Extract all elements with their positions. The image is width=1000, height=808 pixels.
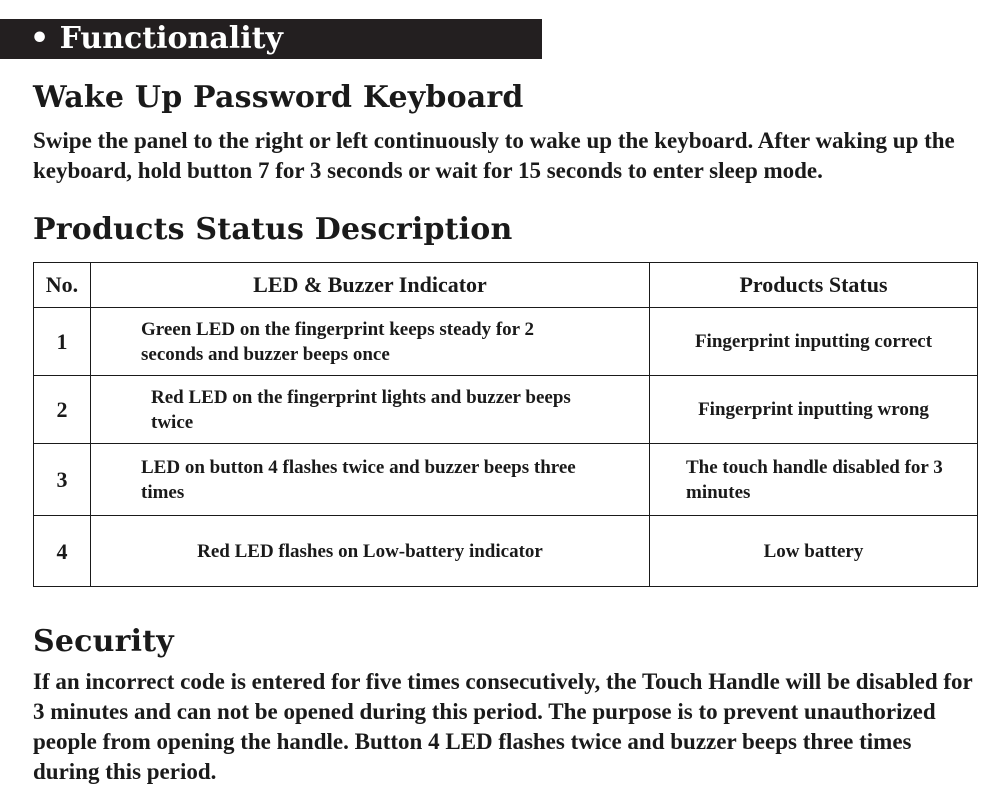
wake-up-paragraph: Swipe the panel to the right or left continuously to wake up the keyboard. After waking up the keyboard, hold button 7 for 3 seconds or wait for 15 seconds to enter sleep mode. <box>33 128 955 183</box>
status-heading: Products Status Description <box>33 212 513 247</box>
row-status: Low battery <box>650 516 978 587</box>
column-header-status: Products Status <box>650 263 978 308</box>
row-indicator: Red LED flashes on Low-battery indicator <box>91 516 650 587</box>
security-heading: Security <box>33 624 174 659</box>
row-number: 2 <box>34 376 91 444</box>
row-indicator: Green LED on the fingerprint keeps steady for 2 seconds and buzzer beeps once <box>91 308 650 376</box>
section-banner: • Functionality <box>0 19 542 59</box>
row-indicator: Red LED on the fingerprint lights and buzzer beeps twice <box>91 376 650 444</box>
security-paragraph: If an incorrect code is entered for five times consecutively, the Touch Handle will be disabled for 3 minutes and can not be opened during this period. The purpose is to prevent unauthorized people from opening the handle. Button 4 LED flashes twice and buzzer beeps three times during this period. <box>33 669 973 784</box>
status-table <box>33 262 978 587</box>
row-number: 3 <box>34 444 91 516</box>
row-number: 1 <box>34 308 91 376</box>
column-header-no: No. <box>34 263 91 308</box>
table-row <box>34 444 978 516</box>
row-status: The touch handle disabled for 3 minutes <box>650 444 978 516</box>
row-indicator: LED on button 4 flashes twice and buzzer beeps three times <box>91 444 650 516</box>
table-header-row <box>34 263 978 308</box>
column-header-indicator: LED & Buzzer Indicator <box>91 263 650 308</box>
row-status: Fingerprint inputting correct <box>650 308 978 376</box>
table-row <box>34 516 978 587</box>
row-number: 4 <box>34 516 91 587</box>
table-row <box>34 376 978 444</box>
table-row <box>34 308 978 376</box>
wake-up-heading: Wake Up Password Keyboard <box>33 80 524 115</box>
row-status: Fingerprint inputting wrong <box>650 376 978 444</box>
